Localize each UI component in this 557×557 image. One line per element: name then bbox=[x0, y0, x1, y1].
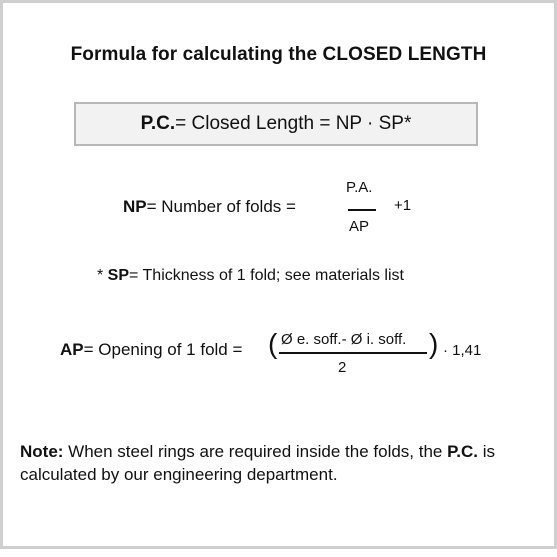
np-denominator: AP bbox=[349, 218, 370, 235]
note-label: Note: bbox=[20, 442, 64, 461]
ap-denominator: 2 bbox=[338, 359, 347, 376]
engineering-note bbox=[20, 440, 540, 486]
np-numerator: P.A. bbox=[346, 179, 373, 196]
note-pc-term: P.C. bbox=[447, 442, 478, 461]
np-text: = Number of folds = bbox=[146, 197, 296, 216]
ap-term: AP bbox=[60, 340, 84, 359]
sp-definition bbox=[97, 267, 404, 285]
np-definition bbox=[123, 197, 296, 217]
main-formula-text: = Closed Length = NP · SP* bbox=[175, 113, 412, 134]
np-fraction-bar bbox=[348, 209, 376, 211]
ap-fraction-bar bbox=[279, 352, 427, 354]
note-text-2: is calculated by our engineering department. bbox=[20, 442, 495, 484]
ap-close-paren: ) bbox=[429, 328, 439, 359]
note-text-1: When steel rings are required inside the folds, the bbox=[63, 442, 448, 461]
ap-numerator: Ø e. soff.- Ø i. soff. bbox=[281, 331, 407, 348]
np-tail: +1 bbox=[394, 197, 412, 214]
main-formula-box bbox=[74, 102, 478, 146]
sp-text: = Thickness of 1 fold; see materials list bbox=[129, 267, 404, 284]
page-title: Formula for calculating the CLOSED LENGTH bbox=[70, 44, 487, 65]
ap-text: = Opening of 1 fold = bbox=[83, 340, 243, 359]
pc-term: P.C. bbox=[140, 113, 176, 134]
np-term: NP bbox=[123, 197, 147, 216]
sp-term: SP bbox=[107, 267, 130, 284]
ap-definition bbox=[60, 340, 242, 360]
ap-open-paren: ( bbox=[268, 328, 278, 359]
ap-tail: · 1,41 bbox=[443, 342, 482, 359]
sp-prefix: * bbox=[97, 267, 108, 284]
